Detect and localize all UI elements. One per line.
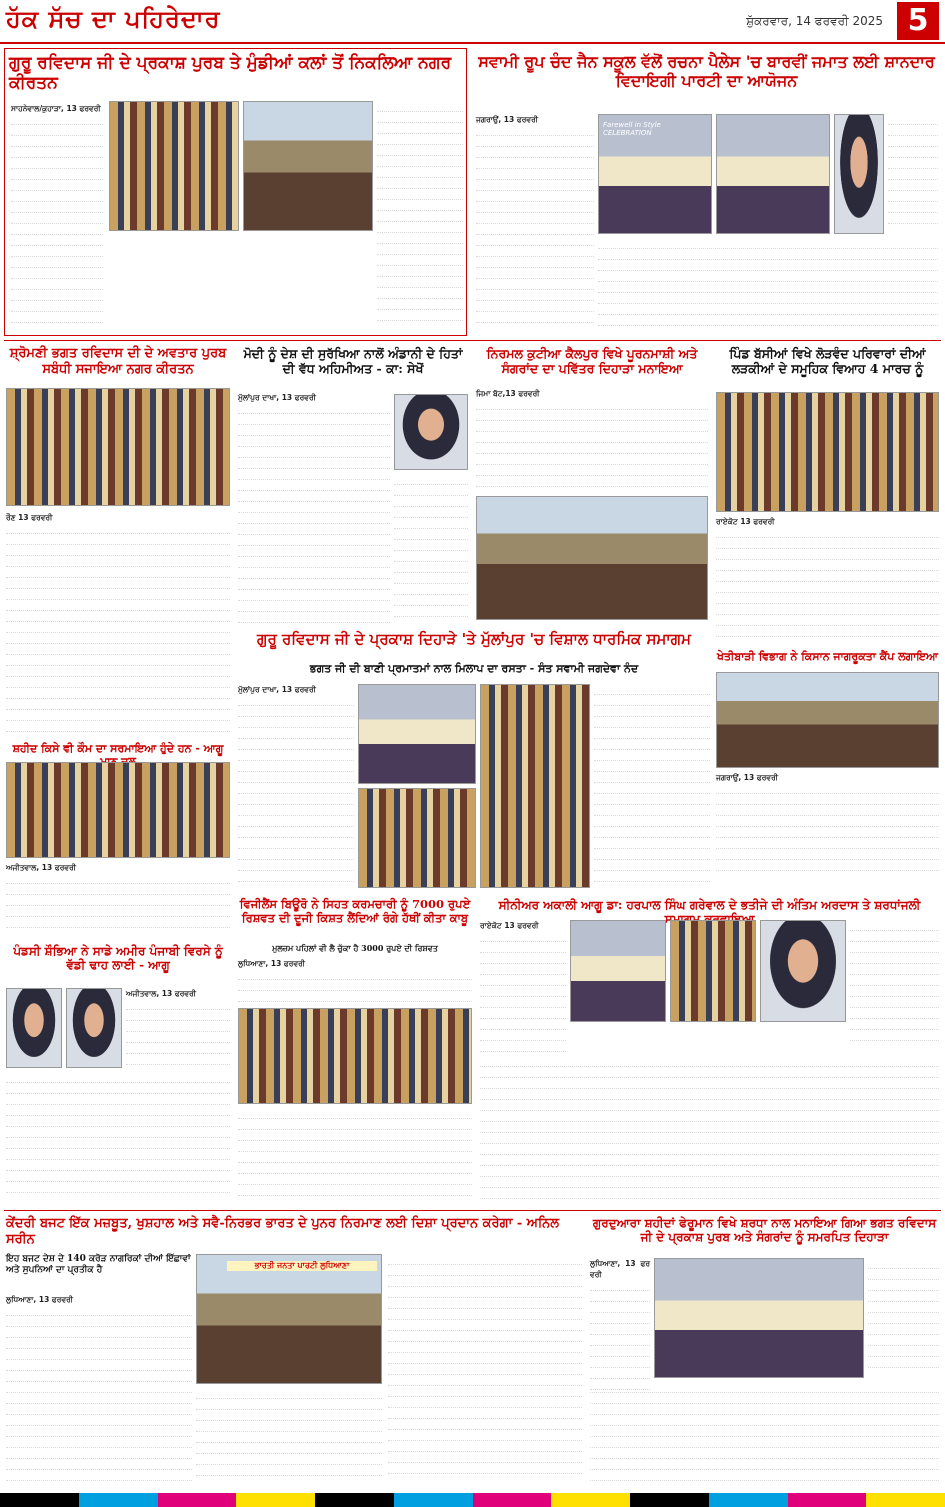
article-dateline: ਅਜੀਤਵਾਲ, 13 ਫਰਵਰੀ	[126, 989, 196, 998]
article-body-continued	[6, 1072, 230, 1202]
color-swatch	[79, 1493, 158, 1507]
article-photo	[716, 392, 939, 512]
article-subheadline: ਭਗਤ ਜੀ ਦੀ ਬਾਣੀ ਪ੍ਰਮਾਤਮਾਂ ਨਾਲ ਮਿਲਾਪ ਦਾ ਰਸਤਾ - ਸੰਤ ਸਵਾਮੀ ਜਗਦੇਵਾ ਨੰਦ	[309, 662, 639, 675]
article-photo	[394, 394, 468, 470]
article-gurdwara-shaheedan	[588, 1214, 941, 1490]
article-body	[238, 392, 390, 622]
article-dateline: ਜਗਰਾਉਂ, 13 ਫਰਵਰੀ	[716, 773, 778, 782]
article-body	[590, 1258, 650, 1378]
article-photo	[238, 1008, 472, 1104]
article-dateline: ਰਾਏਕੋਟ 13 ਫਰਵਰੀ	[716, 517, 775, 526]
article-shaheed-maan-dal	[4, 740, 232, 938]
article-headline: ਪੰਡਸੀ ਸ਼ੌਭਿਆ ਨੇ ਸਾਡੇ ਅਮੀਰ ਪੰਜਾਬੀ ਵਿਰਸੇ ਨੂੰ ਵੱਡੀ ਢਾਹ ਲਾਈ - ਆਗੂ	[13, 944, 223, 973]
article-body	[476, 388, 708, 492]
article-body-continued	[594, 684, 710, 888]
photo-banner-text: Farewell in Style CELEBRATION	[603, 121, 661, 137]
color-swatch	[0, 1493, 79, 1507]
section-divider	[4, 1210, 941, 1211]
article-body-continued	[598, 238, 938, 332]
article-dateline: ਜਗਰਾਉਂ, 13 ਫਰਵਰੀ	[476, 115, 538, 124]
article-mullanpur-samagam	[236, 628, 712, 892]
article-photo	[716, 114, 830, 234]
article-dateline: ਮੁੱਲਾਂਪੁਰ ਦਾਖਾ, 13 ਫਰਵਰੀ	[238, 393, 316, 402]
article-body-continued	[850, 920, 939, 1050]
article-farmer-camp	[714, 648, 941, 884]
article-photo	[476, 496, 708, 620]
page-number: 5	[897, 2, 939, 40]
color-swatch	[394, 1493, 473, 1507]
article-headline: ਪਿੰਡ ਬੱਸੀਆਂ ਵਿਖੇ ਲੋੜਵੰਦ ਪਰਿਵਾਰਾਂ ਦੀਆਂ ਲੜਕੀਆਂ ਦੇ ਸਮੂਹਿਕ ਵਿਆਹ 4 ਮਾਰਚ ਨੂੰ	[729, 346, 926, 376]
article-dateline: ਮੁੱਲਾਂਪੁਰ ਦਾਖਾ, 13 ਫਰਵਰੀ	[238, 685, 316, 694]
article-vigilance-bribe	[236, 896, 474, 1206]
article-body	[476, 114, 594, 332]
article-photo	[716, 672, 939, 768]
article-body	[716, 772, 939, 880]
article-photo	[243, 101, 373, 231]
color-swatch	[709, 1493, 788, 1507]
color-swatch	[788, 1493, 867, 1507]
article-body-continued	[888, 114, 938, 234]
article-photo	[834, 114, 884, 234]
article-dateline: ਸਾਹਨੇਵਾਲ/ਕੁਹਾੜਾ, 13 ਫਰਵਰੀ	[11, 104, 101, 113]
article-body-continued	[238, 1108, 472, 1202]
article-photo	[654, 1258, 864, 1378]
article-headline: ਸ਼ਹੀਦ ਕਿਸੇ ਵੀ ਕੌਮ ਦਾ ਸਰਮਾਇਆ ਹੁੰਦੇ ਹਨ - ਆਗੂ	[12, 742, 224, 755]
article-dateline: ਅਜੀਤਵਾਲ, 13 ਫਰਵਰੀ	[6, 863, 76, 872]
article-antim-ardas	[478, 896, 941, 1206]
color-swatch	[866, 1493, 945, 1507]
article-headline: ਗੁਰੂ ਰਵਿਦਾਸ ਜੀ ਦੇ ਪ੍ਰਕਾਸ਼ ਦਿਹਾੜੇ 'ਤੇ ਮੁੱਲਾਂਪੁਰ 'ਚ ਵਿਸ਼ਾਲ ਧਾਰਮਿਕ ਸਮਾਗਮ	[257, 630, 691, 648]
article-body-continued	[377, 101, 463, 331]
article-modi-security	[236, 344, 470, 624]
article-headline: ਗੁਰੂ ਰਵਿਦਾਸ ਜੀ ਦੇ ਪ੍ਰਕਾਸ਼ ਪੁਰਬ ਤੇ ਮੁੰਡੀਆਂ ਕਲਾਂ ਤੋਂ ਨਿਕਲਿਆ ਨਗਰ ਕੀਰਤਨ	[9, 53, 452, 94]
article-body	[716, 516, 939, 640]
photo-banner-text: ਭਾਰਤੀ ਜਨਤਾ ਪਾਰਟੀ ਲੁਧਿਆਣਾ	[227, 1261, 377, 1271]
color-swatch	[630, 1493, 709, 1507]
article-photo	[358, 684, 476, 784]
article-dateline: ਲੁਧਿਆਣਾ, 13 ਫਰਵਰੀ	[590, 1259, 650, 1279]
color-swatch	[236, 1493, 315, 1507]
article-body	[238, 684, 354, 888]
article-farewell-party	[472, 48, 941, 336]
article-dateline: ਲੁਧਿਆਣਾ, 13 ਫਰਵਰੀ	[6, 1295, 74, 1304]
article-photo	[480, 684, 590, 888]
article-dateline: ਜਿਮਾ ਬੱਟ,13 ਫਰਵਰੀ	[476, 389, 540, 398]
article-photo	[6, 988, 62, 1068]
article-headline: ਕੇਂਦਰੀ ਬਜਟ ਇੱਕ ਮਜ਼ਬੂਤ, ਖੁਸ਼ਹਾਲ ਅਤੇ ਸਵੈ-ਨਿਰਭਰ ਭਾਰਤ ਦੇ ਪੁਨਰ ਨਿਰਮਾਣ ਲਈ ਦਿਸ਼ਾ ਪ੍ਰਦਾਨ ਕਰੇਗਾ - ਅਨਿਲ ਸਰੀਨ	[6, 1216, 560, 1247]
article-dateline: ਰੌਣ 13 ਫਰਵਰੀ	[6, 513, 53, 522]
article-body-continued	[868, 1258, 939, 1378]
article-photo	[6, 388, 230, 506]
article-photo	[6, 762, 230, 858]
color-swatch	[158, 1493, 237, 1507]
issue-date: ਸ਼ੁੱਕਰਵਾਰ, 14 ਫਰਵਰੀ 2025	[746, 14, 883, 28]
color-swatch	[551, 1493, 630, 1507]
article-headline: ਮੋਦੀ ਨੂੰ ਦੇਸ਼ ਦੀ ਸੁਰੱਖਿਆ ਨਾਲੋਂ ਅੰਡਾਨੀ ਦੇ ਹਿਤਾਂ ਦੀ ਵੱਧ ਅਹਿਮੀਅਤ - ਕਾ: ਸੇਖੋਂ	[243, 346, 463, 376]
article-body-continued	[388, 1254, 582, 1486]
article-subheadline: ਮੁਲਜ਼ਮ ਪਹਿਲਾਂ ਵੀ ਲੈ ਚੁੱਕਾ ਹੈ 3000 ਰੁਪਏ ਦੀ ਰਿਸ਼ਵਤ	[272, 943, 438, 953]
article-punjabi-virsa	[4, 942, 232, 1206]
article-shiromani-bhagat	[4, 344, 232, 736]
article-photo	[109, 101, 239, 231]
color-swatch	[473, 1493, 552, 1507]
article-group-wedding	[714, 344, 941, 644]
section-divider	[4, 340, 941, 341]
article-body	[11, 103, 103, 333]
article-photo	[358, 788, 476, 888]
article-photo	[570, 920, 666, 1022]
article-headline: ਵਿਜੀਲੈਂਸ ਬਿਊਰੋ ਨੇ ਸਿਹਤ ਕਰਮਚਾਰੀ ਨੂੰ 7000 ਰੁਪਏ ਰਿਸ਼ਵਤ ਦੀ ਦੂਜੀ ਕਿਸ਼ਤ ਲੈਂਦਿਆਂ ਰੰਗੇ ਹੱਥੀਂ ਕੀਤਾ ਕਾਬੂ	[239, 897, 471, 925]
article-body	[6, 862, 230, 934]
article-photo	[760, 920, 846, 1022]
masthead	[0, 0, 945, 44]
article-photo	[670, 920, 756, 1022]
article-dateline: ਲੁਧਿਆਣਾ, 13 ਫਰਵਰੀ	[238, 959, 306, 968]
article-subheadline: ਇਹ ਬਜਟ ਦੇਸ਼ ਦੇ 140 ਕਰੋੜ ਨਾਗਰਿਕਾਂ ਦੀਆਂ ਇੱਛਾਵਾਂ ਅਤੇ ਸੁਪਨਿਆਂ ਦਾ ਪ੍ਰਤੀਕ ਹੈ	[6, 1254, 191, 1275]
article-headline: ਖੇਤੀਬਾੜੀ ਵਿਭਾਗ ਨੇ ਕਿਸਾਨ ਜਾਗਰੂਕਤਾ ਕੈਂਪ ਲਗਾਇਆ	[717, 650, 938, 663]
article-body-continued	[590, 1382, 939, 1486]
print-color-registration-bar	[0, 1493, 945, 1507]
article-body	[6, 512, 230, 732]
article-body-continued	[480, 1056, 939, 1202]
article-headline: ਗੁਰਦੁਆਰਾ ਸ਼ਹੀਦਾਂ ਫੇਰੂਮਾਨ ਵਿਖੇ ਸ਼ਰਧਾ ਨਾਲ ਮਨਾਇਆ ਗਿਆ ਭਗਤ ਰਵਿਦਾਸ ਜੀ ਦੇ ਪ੍ਰਕਾਸ਼ ਪੁਰਬ ਅਤੇ ਸੰਗਰਾਂਦ ਨੂੰ ਸਮਰਪਿਤ ਦਿਹਾੜਾ	[592, 1216, 937, 1245]
article-photo	[598, 114, 712, 234]
article-headline: ਸ਼੍ਰੋਮਣੀ ਭਗਤ ਰਵਿਦਾਸ ਦੀ ਦੇ ਅਵਤਾਰ ਪੁਰਬ ਸਬੰਧੀ ਸਜਾਇਆ ਨਗਰ ਕੀਰਤਨ	[9, 346, 227, 377]
article-headline: ਨਿਰਮਲ ਕੁਟੀਆ ਕੈਲਪੁਰ ਵਿਖੇ ਪੂਰਨਮਾਸ਼ੀ ਅਤੇ ਸੰਗਰਾਂਦ ਦਾ ਪਵਿੱਤਰ ਦਿਹਾੜਾ ਮਨਾਇਆ	[486, 346, 698, 376]
article-body	[480, 920, 566, 1050]
article-body-continued	[394, 474, 468, 622]
color-swatch	[315, 1493, 394, 1507]
article-photo	[66, 988, 122, 1068]
article-nagar-kirtan-mundian	[4, 48, 467, 336]
article-nirmal-kutia	[474, 344, 710, 624]
article-body	[6, 1294, 192, 1486]
article-union-budget	[4, 1214, 584, 1490]
article-dateline: ਰਾਏਕੋਟ 13 ਫਰਵਰੀ	[480, 921, 539, 930]
article-headline: ਸੀਨੀਅਰ ਅਕਾਲੀ ਆਗੂ ਡਾ: ਹਰਪਾਲ ਸਿੰਘ ਗਰੇਵਾਲ ਦੇ ਭਤੀਜੇ ਦੀ ਅੰਤਿਮ ਅਰਦਾਸ ਤੇ ਸ਼ਰਧਾਂਜਲੀ	[498, 898, 921, 912]
article-body	[126, 988, 230, 1068]
article-headline: ਸਵਾਮੀ ਰੂਪ ਚੰਦ ਜੈਨ ਸਕੂਲ ਵੱਲੋਂ ਰਚਨਾ ਪੈਲੇਸ 'ਚ ਬਾਰਵੀਂ ਜਮਾਤ ਲਈ ਸ਼ਾਨਦਾਰ ਵਿਦਾਇਗੀ ਪਾਰਟੀ ਦਾ ਆਯੋਜਨ	[478, 52, 935, 91]
article-photo	[196, 1254, 382, 1384]
article-body	[238, 958, 472, 1006]
article-body-continued	[196, 1388, 382, 1486]
newspaper-logo: ਹੱਕ ਸੱਚ ਦਾ ਪਹਿਰੇਦਾਰ	[6, 4, 221, 33]
